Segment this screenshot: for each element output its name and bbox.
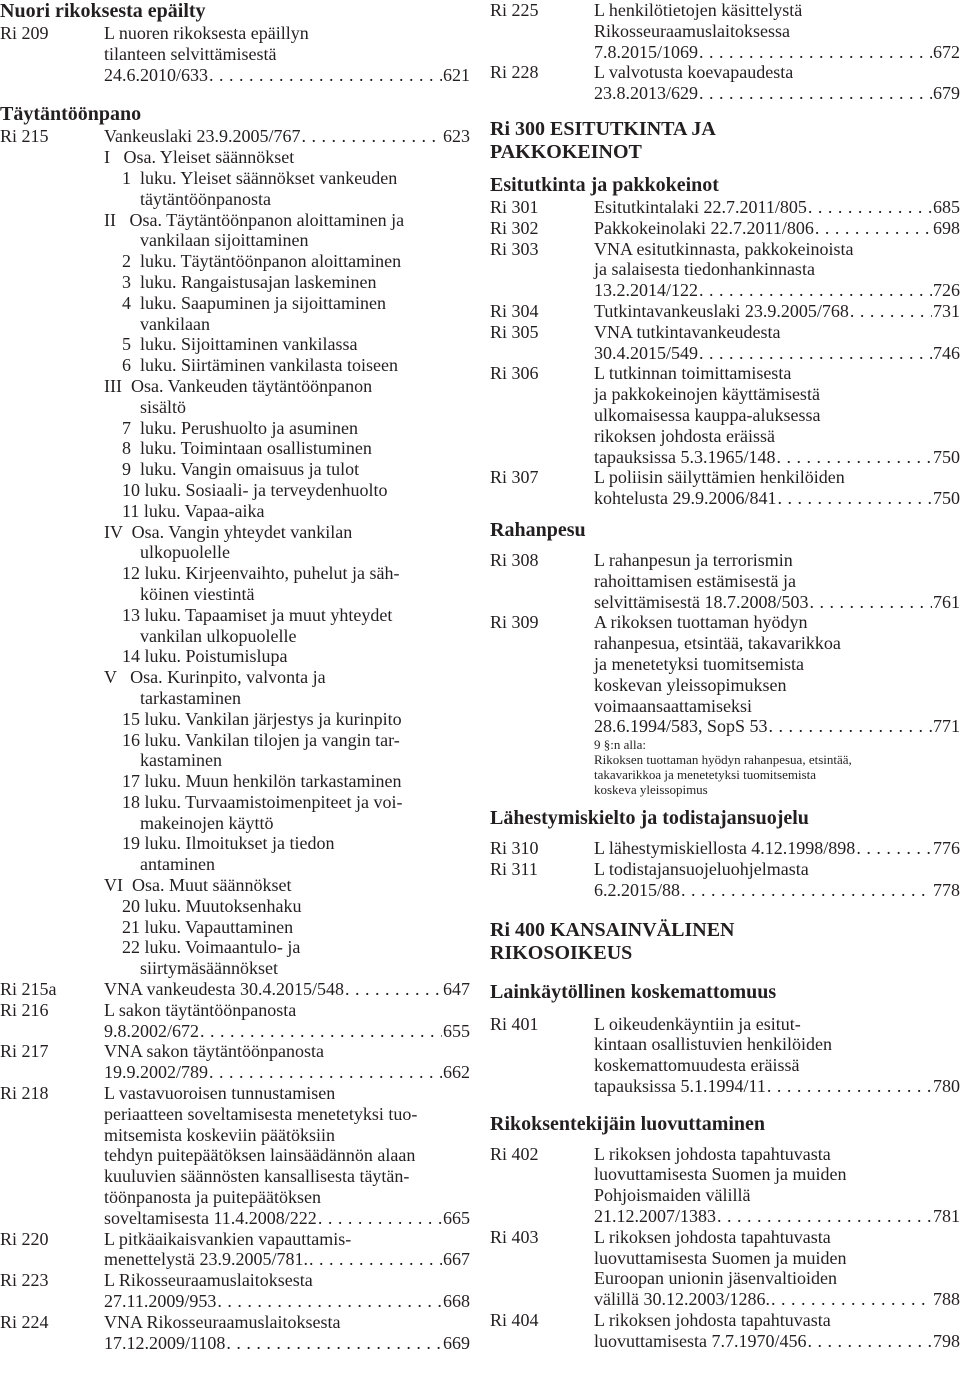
page-number: 750 (933, 488, 960, 509)
entry-line: Rikosseuraamuslaitoksessa (594, 20, 790, 41)
entry-body (104, 147, 470, 979)
entry-line: 21 luku. Vapauttaminen (104, 916, 294, 937)
entry-body (594, 301, 960, 322)
entry-page-line (104, 1062, 470, 1083)
entry-body (104, 1270, 470, 1312)
entry-line: vankilan ulkopuolelle (104, 625, 297, 646)
entry-page-line (594, 1331, 960, 1352)
entry-line: koskemattomuudesta eräissä (594, 1055, 800, 1076)
leader-dots (699, 343, 932, 364)
spacer (490, 104, 960, 118)
entry-line: ulkopuolelle (104, 542, 230, 563)
code-spacer (490, 737, 594, 797)
entry-code: Ri 309 (490, 612, 539, 633)
entry-body (104, 1041, 470, 1083)
entry-title: 9.8.2002/672 (104, 1020, 200, 1041)
entry-line: antaminen (104, 854, 215, 875)
entry-line: L vastavuoroisen tunnustamisen (104, 1083, 336, 1104)
spacer (490, 1004, 960, 1014)
entry-line: L nuoren rikoksesta epäillyn (104, 23, 309, 43)
page-number: 781 (933, 1206, 960, 1227)
leader-dots (699, 83, 932, 104)
index-entry (0, 1312, 470, 1354)
leader-dots (681, 880, 932, 901)
entry-line: VNA esitutkinnasta, pakkokeinoista (594, 238, 854, 259)
entry-title: selvittämisestä 18.7.2008/503 (594, 591, 809, 612)
entry-line: köinen viestintä (104, 583, 255, 604)
entry-line: L valvotusta koevapaudesta (594, 62, 794, 83)
entry-title: VNA vankeudesta 30.4.2015/548 (104, 979, 344, 1000)
entry-line: Pohjoismaiden välillä (594, 1185, 751, 1206)
index-entry (490, 1144, 960, 1227)
page-number: 679 (933, 83, 960, 104)
entry-page-line (104, 979, 470, 1000)
entry-line: täytäntöönpanosta (104, 188, 271, 209)
entry-body (594, 218, 960, 239)
entry-page-line (594, 280, 960, 301)
entry-line: 7 luku. Perushuolto ja asuminen (104, 417, 358, 438)
entry-line: vankilaan (104, 313, 210, 334)
entry-body (104, 1229, 470, 1271)
page-number: 798 (933, 1330, 960, 1351)
index-entry (490, 62, 960, 104)
entry-line: L todistajansuojeluohjelmasta (594, 858, 809, 879)
entry-line: rahanpesua, etsintää, takavarikkoa (594, 633, 841, 654)
entry-body (104, 979, 470, 1000)
entry-line: ja pakkokeinojen käyttämisestä (594, 384, 820, 405)
index-entry (490, 838, 960, 859)
entry-title: 7.8.2015/1069 (594, 41, 699, 62)
entry-title: tapauksissa 5.3.1965/148 (594, 446, 776, 467)
entry-line: 22 luku. Voimaantulo- ja (104, 937, 301, 958)
leader-dots (699, 42, 932, 63)
entry-code: Ri 301 (490, 196, 539, 217)
entry-line: L Rikosseuraamuslaitoksesta (104, 1270, 313, 1291)
entry-title: 21.12.2007/1383 (594, 1206, 717, 1227)
leader-dots (226, 1333, 442, 1354)
section-heading: Ri 300 ESITUTKINTA JA (490, 117, 716, 140)
entry-code: Ri 223 (0, 1270, 49, 1291)
page-number: 750 (933, 446, 960, 467)
index-entry (490, 859, 960, 901)
entry-line: Euroopan unionin jäsenvaltioiden (594, 1268, 837, 1289)
entry-body (594, 1144, 960, 1227)
footnote-line: 9 §:n alla: (594, 737, 646, 753)
spacer (490, 965, 960, 981)
entry-line: sisältö (104, 396, 187, 417)
index-entry (490, 1310, 960, 1352)
entry-title: 23.8.2013/629 (594, 83, 699, 104)
entry-body (594, 1014, 960, 1097)
entry-page-line (594, 301, 960, 322)
page-number: 655 (443, 1020, 470, 1041)
entry-body (594, 612, 960, 737)
index-entry (0, 1083, 470, 1229)
page-number: 667 (443, 1249, 470, 1270)
entry-code (0, 147, 104, 979)
page-number: 731 (933, 300, 960, 321)
leader-dots (209, 65, 442, 86)
entry-page-line (594, 488, 960, 509)
entry-line: I Osa. Yleiset säännökset (104, 147, 295, 168)
entry-title: 6.2.2015/88 (594, 879, 681, 900)
entry-page-line (104, 1208, 470, 1229)
spacer (490, 901, 960, 919)
entry-line: 10 luku. Sosiaali- ja terveydenhuolto (104, 479, 388, 500)
entry-code: Ri 310 (490, 838, 539, 859)
entry-line: 14 luku. Poistumislupa (104, 646, 288, 667)
entry-line: L rikoksen johdosta tapahtuvasta (594, 1310, 831, 1331)
entry-code: Ri 306 (490, 363, 539, 384)
entry-line: kuuluvien säännösten kansallisesta täytän- (104, 1166, 410, 1187)
entry-page-line (104, 1333, 470, 1354)
entry-title: kohtelusta 29.9.2006/841 (594, 488, 777, 509)
index-entry (490, 218, 960, 239)
entry-code: Ri 304 (490, 300, 539, 321)
footnote-line: koskeva yleissopimus (594, 782, 708, 798)
leader-dots (808, 197, 932, 218)
entry-line: 15 luku. Vankilan järjestys ja kurinpito (104, 708, 402, 729)
entry-page-line (594, 1206, 960, 1227)
page-number: 623 (443, 126, 470, 147)
leader-dots (301, 126, 442, 147)
leader-dots (209, 1062, 442, 1083)
footnote-line: Rikoksen tuottaman hyödyn rahanpesua, etsintää, (594, 752, 852, 768)
leader-dots (815, 218, 932, 239)
page-number: 726 (933, 280, 960, 301)
entry-line: luovuttamisesta Suomen ja muiden (594, 1164, 847, 1185)
entry-page-line (594, 447, 960, 468)
entry-line: L rikoksen johdosta tapahtuvasta (594, 1226, 831, 1247)
index-entry (490, 612, 960, 737)
entry-code: Ri 220 (0, 1228, 49, 1249)
entry-page-line (594, 83, 960, 104)
entry-line: 8 luku. Toimintaan osallistuminen (104, 438, 372, 459)
entry-line: 13 luku. Tapaamiset ja muut yhteydet (104, 604, 393, 625)
page-number: 698 (933, 217, 960, 238)
entry-line: V Osa. Kurinpito, valvonta ja (104, 667, 326, 688)
entry-page-line (104, 1021, 470, 1042)
entry-line: III Osa. Vankeuden täytäntöönpanon (104, 375, 373, 396)
entry-body (104, 1000, 470, 1042)
entry-line: rahoittamisen estämisestä ja (594, 570, 796, 591)
entry-line: ulkomaisessa kauppa-aluksessa (594, 404, 821, 425)
entry-line: L rahanpesun ja terrorismin (594, 549, 793, 570)
entry-line: A rikoksen tuottaman hyödyn (594, 612, 808, 633)
entry-code: Ri 215 (0, 126, 49, 147)
entry-code: Ri 307 (490, 467, 539, 488)
spacer (490, 797, 960, 807)
index-entry (0, 979, 470, 1000)
entry-body (594, 1310, 960, 1352)
entry-code: Ri 225 (490, 0, 539, 20)
entry-title: Tutkintavankeuslaki 23.9.2005/768 (594, 300, 849, 321)
spacer (490, 542, 960, 550)
entry-title: välillä 30.12.2003/1286. (594, 1289, 770, 1310)
leader-dots (771, 1289, 932, 1310)
entry-line: L tutkinnan toimittamisesta (594, 363, 792, 384)
spacer (490, 1097, 960, 1113)
entry-line: L pitkäaikaisvankien vapauttamis- (104, 1228, 352, 1249)
page-number: 685 (933, 196, 960, 217)
entry-body (594, 197, 960, 218)
page-number: 778 (933, 879, 960, 900)
leader-dots (309, 1249, 442, 1270)
entry-line: II Osa. Täytäntöönpanon aloittaminen ja (104, 209, 405, 230)
leader-dots (809, 592, 932, 613)
section-heading: PAKKOKEINOT (490, 140, 642, 163)
leader-dots (777, 447, 933, 468)
entry-title: 19.9.2002/789 (104, 1062, 209, 1083)
entry-line: tilanteen selvittämisestä (104, 43, 277, 64)
leader-dots (200, 1021, 442, 1042)
spacer (490, 1136, 960, 1144)
entry-line: 19 luku. Ilmoitukset ja tiedon (104, 833, 335, 854)
leader-dots (769, 716, 932, 737)
page-number: 668 (443, 1291, 470, 1312)
page-number: 776 (933, 838, 960, 859)
entry-body (594, 859, 960, 901)
entry-code: Ri 311 (490, 858, 538, 879)
entry-title: 28.6.1994/583, SopS 53 (594, 716, 768, 737)
entry-code: Ri 228 (490, 62, 539, 83)
entry-body (594, 62, 960, 104)
section-heading: Ri 400 KANSAINVÄLINEN (490, 918, 735, 941)
entry-line: tehdyn puitepäätöksen lainsäädännön alaan (104, 1145, 416, 1166)
entry-title: luovuttamisesta 7.7.1970/456 (594, 1330, 807, 1351)
entry-code: Ri 308 (490, 549, 539, 570)
entry-body (594, 363, 960, 467)
footnote (490, 737, 960, 797)
leader-dots (807, 1331, 932, 1352)
entry-page-line (104, 1291, 470, 1312)
entry-line: L oikeudenkäyntiin ja esitut- (594, 1013, 801, 1034)
entry-title: 13.2.2014/122 (594, 280, 699, 301)
index-entry (0, 147, 470, 979)
index-entry (0, 1041, 470, 1083)
leader-dots (767, 1076, 932, 1097)
right-column (490, 0, 960, 1352)
entry-page-line (594, 838, 960, 859)
index-entry (0, 23, 470, 85)
entry-body (594, 467, 960, 509)
entry-body (594, 838, 960, 859)
page-number: 771 (933, 716, 960, 737)
entry-body (594, 550, 960, 612)
entry-line: siirtymäsäännökset (104, 958, 278, 979)
leader-dots (778, 488, 933, 509)
index-entry (0, 1270, 470, 1312)
entry-page-line (104, 65, 470, 86)
index-entry (490, 301, 960, 322)
entry-body (104, 126, 470, 147)
leader-dots (717, 1206, 932, 1227)
entry-line: VNA tutkintavankeudesta (594, 321, 781, 342)
page-number: 780 (933, 1075, 960, 1096)
entry-line: 18 luku. Turvaamistoimenpiteet ja voi- (104, 791, 403, 812)
entry-page-line (594, 880, 960, 901)
entry-line: VI Osa. Muut säännökset (104, 875, 292, 896)
entry-code: Ri 404 (490, 1310, 539, 1331)
entry-page-line (104, 126, 470, 147)
entry-code: Ri 403 (490, 1226, 539, 1247)
entry-line: VNA Rikosseuraamuslaitoksesta (104, 1311, 341, 1332)
page-number: 621 (443, 64, 470, 85)
entry-body (594, 239, 960, 301)
entry-title: Vankeuslaki 23.9.2005/767 (104, 126, 301, 147)
entry-page-line (104, 1249, 470, 1270)
entry-line: 11 luku. Vapaa-aika (104, 500, 265, 521)
page-number: 672 (933, 41, 960, 62)
spacer (490, 164, 960, 174)
entry-line: 9 luku. Vangin omaisuus ja tulot (104, 459, 360, 480)
entry-line: L poliisin säilyttämien henkilöiden (594, 467, 845, 488)
entry-title: tapauksissa 5.1.1994/11 (594, 1075, 766, 1096)
section-heading: Esitutkinta ja pakkokeinot (490, 173, 719, 196)
section-heading: Täytäntöönpano (0, 103, 142, 126)
entry-line: periaatteen soveltamisesta menetetyksi tuo- (104, 1103, 418, 1124)
spacer (490, 830, 960, 838)
entry-line: 2 luku. Täytäntöönpanon aloittaminen (104, 251, 402, 272)
page-number: 669 (443, 1332, 470, 1353)
entry-body (594, 1227, 960, 1310)
entry-line: töönpanosta ja puitepäätöksen (104, 1187, 321, 1208)
entry-line: 16 luku. Vankilan tilojen ja vangin tar- (104, 729, 400, 750)
index-entry (490, 197, 960, 218)
entry-code: Ri 302 (490, 217, 539, 238)
entry-page-line (594, 42, 960, 63)
leader-dots (217, 1291, 442, 1312)
entry-line: mitsemista koskeviin päätöksiin (104, 1124, 335, 1145)
index-entry (490, 550, 960, 612)
entry-title: 17.12.2009/1108 (104, 1332, 226, 1353)
entry-line: ja salaisesta tiedonhankinnasta (594, 259, 815, 280)
index-entry (490, 467, 960, 509)
leader-dots (699, 280, 932, 301)
entry-code: Ri 402 (490, 1143, 539, 1164)
spacer (0, 85, 470, 103)
index-entry (490, 1227, 960, 1310)
entry-line: luovuttamisesta Suomen ja muiden (594, 1247, 847, 1268)
entry-line: voimaansaattamiseksi (594, 695, 752, 716)
entry-line: 6 luku. Siirtäminen vankilasta toiseen (104, 355, 398, 376)
entry-title: 30.4.2015/549 (594, 342, 699, 363)
entry-body (594, 0, 960, 62)
index-entry (490, 322, 960, 364)
index-entry (0, 126, 470, 147)
entry-line: 5 luku. Sijoittaminen vankilassa (104, 334, 358, 355)
leader-dots (345, 979, 442, 1000)
entry-code: Ri 216 (0, 999, 49, 1020)
entry-line: VNA sakon täytäntöönpanosta (104, 1041, 324, 1062)
entry-line: kastaminen (104, 750, 222, 771)
entry-title: soveltamisesta 11.4.2008/222 (104, 1207, 317, 1228)
leader-dots (318, 1208, 442, 1229)
entry-body (104, 1083, 470, 1229)
entry-code: Ri 218 (0, 1083, 49, 1104)
page-number: 647 (443, 979, 470, 1000)
section-heading: Lähestymiskielto ja todistajansuojelu (490, 807, 809, 830)
entry-page-line (594, 218, 960, 239)
entry-code: Ri 209 (0, 23, 49, 43)
entry-page-line (594, 1289, 960, 1310)
index-entry (490, 363, 960, 467)
entry-code: Ri 217 (0, 1041, 49, 1062)
entry-line: 1 luku. Yleiset säännökset vankeuden (104, 167, 398, 188)
page-number: 665 (443, 1207, 470, 1228)
entry-line: IV Osa. Vangin yhteydet vankilan (104, 521, 353, 542)
section-heading: Lainkäytöllinen koskemattomuus (490, 980, 777, 1003)
index-entry (490, 239, 960, 301)
entry-code: Ri 401 (490, 1013, 539, 1034)
entry-line: L sakon täytäntöönpanosta (104, 999, 297, 1020)
entry-code: Ri 305 (490, 321, 539, 342)
index-entry (0, 1229, 470, 1271)
entry-title: L lähestymiskiellosta 4.12.1998/898 (594, 838, 856, 859)
entry-line: vankilaan sijoittaminen (104, 230, 309, 251)
entry-line: L rikoksen johdosta tapahtuvasta (594, 1143, 831, 1164)
page-number: 662 (443, 1062, 470, 1083)
entry-line: 4 luku. Saapuminen ja sijoittaminen (104, 292, 386, 313)
entry-code: Ri 224 (0, 1311, 49, 1332)
footnote-body (594, 737, 960, 797)
entry-code: Ri 215a (0, 979, 57, 1000)
entry-title: 27.11.2009/953 (104, 1291, 217, 1312)
entry-line: koskevan yleissopimuksen (594, 674, 787, 695)
entry-line: ja menetetyksi tuomitsemista (594, 653, 804, 674)
leader-dots (856, 838, 932, 859)
entry-line: 3 luku. Rangaistusajan laskeminen (104, 271, 377, 292)
left-column (0, 0, 470, 1353)
entry-line: L henkilötietojen käsittelystä (594, 0, 803, 20)
leader-dots (850, 301, 932, 322)
index-entry (490, 0, 960, 62)
entry-page-line (594, 343, 960, 364)
page-number: 788 (933, 1289, 960, 1310)
entry-line: 20 luku. Muutoksenhaku (104, 895, 302, 916)
index-entry (0, 1000, 470, 1042)
entry-title: menettelystä 23.9.2005/781. (104, 1249, 308, 1270)
entry-page-line (594, 197, 960, 218)
entry-body (104, 1312, 470, 1354)
entry-title: Esitutkintalaki 22.7.2011/805 (594, 196, 807, 217)
section-heading: Rikoksentekijäin luovuttaminen (490, 1112, 766, 1135)
entry-page-line (594, 1076, 960, 1097)
entry-line: kintaan osallistuvien henkilöiden (594, 1034, 832, 1055)
entry-line: 17 luku. Muun henkilön tarkastaminen (104, 771, 402, 792)
section-heading: Nuori rikoksesta epäilty (0, 0, 206, 22)
entry-line: tarkastaminen (104, 687, 241, 708)
entry-page-line (594, 592, 960, 613)
entry-body (594, 322, 960, 364)
footnote-line: takavarikkoa ja menetetyksi tuomitsemista (594, 767, 817, 783)
section-heading: Rahanpesu (490, 518, 586, 541)
entry-code: Ri 303 (490, 238, 539, 259)
entry-page-line (594, 716, 960, 737)
page-number: 746 (933, 342, 960, 363)
entry-body (104, 23, 470, 85)
entry-line: 12 luku. Kirjeenvaihto, puhelut ja säh- (104, 563, 400, 584)
index-entry (490, 1014, 960, 1097)
entry-title: 24.6.2010/633 (104, 64, 209, 85)
entry-title: Pakkokeinolaki 22.7.2011/806 (594, 217, 814, 238)
spacer (490, 509, 960, 519)
entry-line: rikoksen johdosta eräissä (594, 425, 775, 446)
entry-line: makeinojen käyttö (104, 812, 274, 833)
page-number: 761 (933, 591, 960, 612)
section-heading: RIKOSOIKEUS (490, 941, 633, 964)
